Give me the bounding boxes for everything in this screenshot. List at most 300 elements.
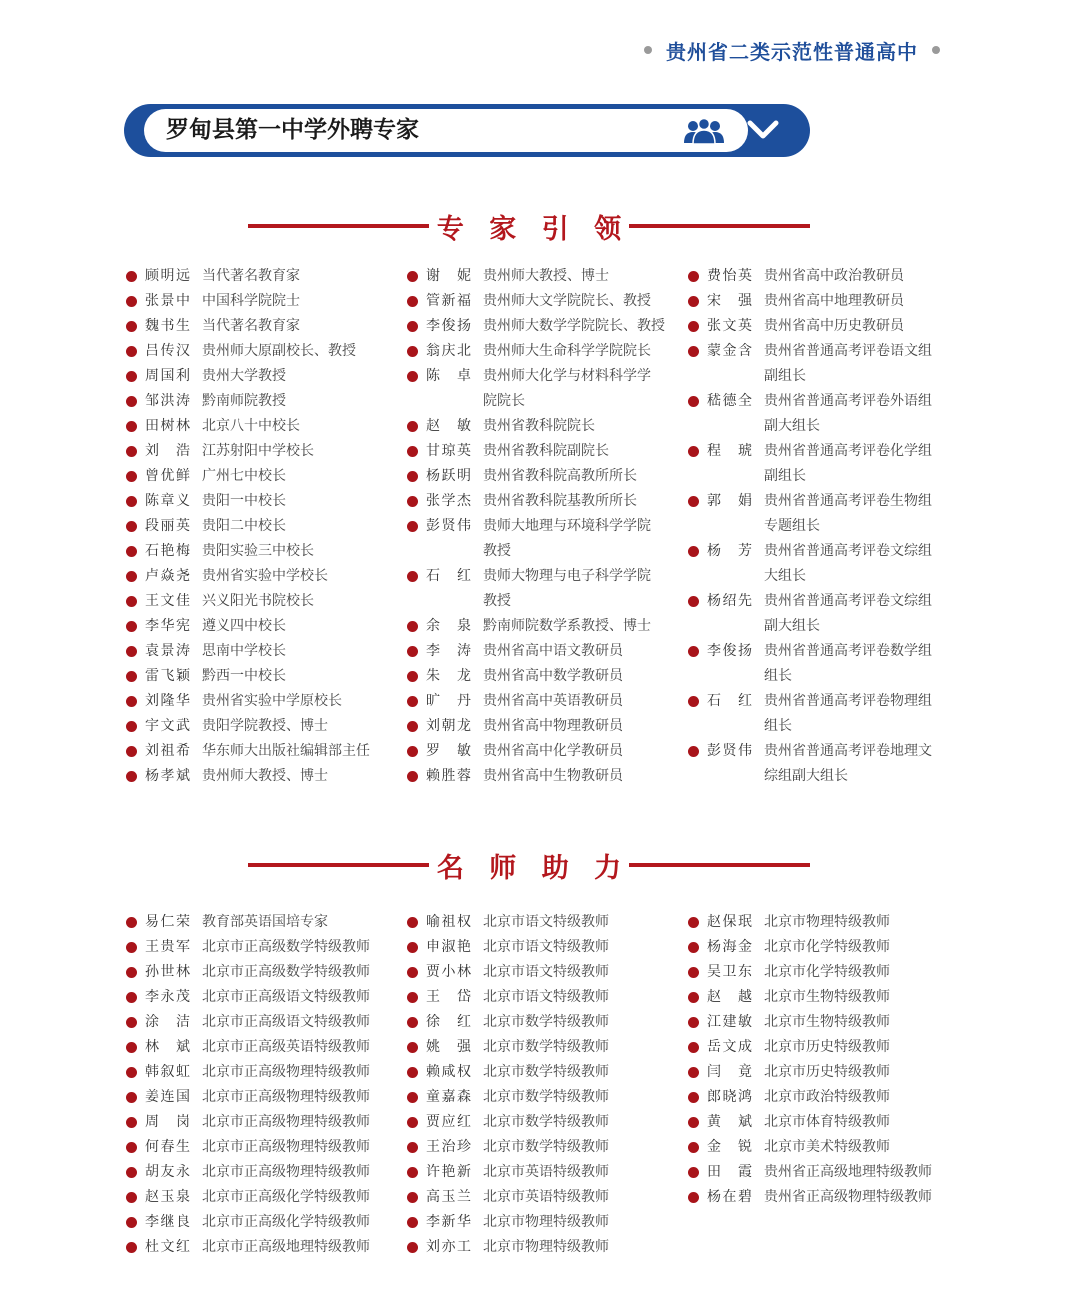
section-title-experts: 专 家 引 领 <box>436 213 630 245</box>
person-title: 贵州省普通高考评卷数学组 <box>764 643 932 659</box>
bullet-dot <box>126 917 137 928</box>
bullet-dot <box>126 746 137 757</box>
list-item <box>126 539 396 564</box>
person-title: 教育部英语国培专家 <box>202 914 328 930</box>
bullet-dot <box>126 396 137 407</box>
person-title: 贵州省高中生物教研员 <box>483 768 623 784</box>
list-item-continuation <box>688 464 958 489</box>
person-name: 杨绍先 <box>707 593 752 609</box>
bullet-dot <box>126 1042 137 1053</box>
list-item <box>126 489 396 514</box>
person-name: 吕传汉 <box>145 343 190 359</box>
list-item <box>126 764 396 789</box>
list-item <box>688 339 958 364</box>
bullet-dot <box>688 967 699 978</box>
section-heading-teachers <box>248 847 810 883</box>
person-name: 旷 丹 <box>426 693 471 709</box>
person-title: 专题组长 <box>764 518 820 534</box>
person-title: 贵州省普通高考评卷物理组 <box>764 693 932 709</box>
person-name: 蒙金含 <box>707 343 752 359</box>
list-item <box>126 289 396 314</box>
list-item <box>407 464 677 489</box>
person-name: 黄 斌 <box>707 1114 752 1130</box>
list-item-continuation <box>407 389 677 414</box>
bullet-dot <box>126 771 137 782</box>
list-item <box>407 439 677 464</box>
list-item <box>407 414 677 439</box>
bullet-dot <box>407 1067 418 1078</box>
list-item <box>688 1060 958 1085</box>
bullet-dot <box>688 321 699 332</box>
person-name: 郎晓鸿 <box>707 1089 752 1105</box>
list-item <box>688 589 958 614</box>
bullet-dot <box>126 446 137 457</box>
person-title: 黔西一中校长 <box>202 668 286 684</box>
person-name: 嵇德全 <box>707 393 752 409</box>
list-item <box>126 414 396 439</box>
person-title: 当代著名教育家 <box>202 268 300 284</box>
list-item <box>407 514 677 539</box>
list-item <box>688 1085 958 1110</box>
list-item <box>688 1135 958 1160</box>
person-name: 童嘉森 <box>426 1089 471 1105</box>
list-item <box>126 985 396 1010</box>
list-item <box>688 489 958 514</box>
list-item <box>126 664 396 689</box>
heading-line-left <box>248 224 429 228</box>
list-item <box>407 1035 677 1060</box>
bullet-dot <box>126 1067 137 1078</box>
person-name: 宋 强 <box>707 293 752 309</box>
person-title: 贵州省高中语文教研员 <box>483 643 623 659</box>
person-title: 贵州师大文学院院长、教授 <box>483 293 651 309</box>
bullet-dot <box>407 967 418 978</box>
person-title: 贵阳实验三中校长 <box>202 543 314 559</box>
list-item <box>688 1160 958 1185</box>
person-title: 贵州省普通高考评卷文综组 <box>764 593 932 609</box>
list-item <box>688 314 958 339</box>
list-item <box>126 464 396 489</box>
person-name: 段丽英 <box>145 518 190 534</box>
person-title: 北京市正高级化学特级教师 <box>202 1189 370 1205</box>
list-item <box>688 289 958 314</box>
bullet-dot <box>688 1192 699 1203</box>
person-name: 顾明远 <box>145 268 190 284</box>
person-title: 北京市数学特级教师 <box>483 1089 609 1105</box>
person-title: 组长 <box>764 718 792 734</box>
bullet-dot <box>126 471 137 482</box>
person-name: 田树林 <box>145 418 190 434</box>
bullet-dot <box>688 296 699 307</box>
bullet-dot <box>688 1142 699 1153</box>
person-name: 赵保珉 <box>707 914 752 930</box>
person-name: 石 红 <box>707 693 752 709</box>
person-name: 岳文成 <box>707 1039 752 1055</box>
person-name: 李华宪 <box>145 618 190 634</box>
bullet-dot <box>126 546 137 557</box>
person-title: 北京市数学特级教师 <box>483 1114 609 1130</box>
bullet-dot <box>688 596 699 607</box>
person-name: 何春生 <box>145 1139 190 1155</box>
list-item <box>126 739 396 764</box>
expert-banner[interactable] <box>124 104 810 157</box>
person-name: 赖咸权 <box>426 1064 471 1080</box>
person-title: 北京市数学特级教师 <box>483 1064 609 1080</box>
person-title: 遵义四中校长 <box>202 618 286 634</box>
person-name: 余 泉 <box>426 618 471 634</box>
person-title: 贵州省教科院副院长 <box>483 443 609 459</box>
person-name: 杨孝斌 <box>145 768 190 784</box>
person-name: 翁庆北 <box>426 343 471 359</box>
bullet-dot <box>407 1217 418 1228</box>
person-name: 郭 娟 <box>707 493 752 509</box>
person-title: 中国科学院院士 <box>202 293 300 309</box>
bullet-dot <box>407 1167 418 1178</box>
person-name: 姜连国 <box>145 1089 190 1105</box>
bullet-dot <box>688 1117 699 1128</box>
person-title: 副组长 <box>764 368 806 384</box>
person-name: 谢 妮 <box>426 268 471 284</box>
person-name: 王贵军 <box>145 939 190 955</box>
bullet-dot <box>407 1242 418 1253</box>
person-title: 北京市数学特级教师 <box>483 1039 609 1055</box>
list-item <box>688 439 958 464</box>
person-title: 贵州大学教授 <box>202 368 286 384</box>
bullet-dot <box>126 1217 137 1228</box>
person-name: 涂 洁 <box>145 1014 190 1030</box>
person-name: 王文佳 <box>145 593 190 609</box>
list-item <box>407 1185 677 1210</box>
expert-column-3 <box>688 264 958 789</box>
bullet-dot <box>407 346 418 357</box>
school-tag <box>644 36 940 64</box>
bullet-dot <box>407 1092 418 1103</box>
person-name: 高玉兰 <box>426 1189 471 1205</box>
list-item <box>126 639 396 664</box>
list-item <box>126 1160 396 1185</box>
person-title: 北京市物理特级教师 <box>483 1239 609 1255</box>
list-item <box>126 1060 396 1085</box>
person-title: 贵州省实验中学原校长 <box>202 693 342 709</box>
person-title: 当代著名教育家 <box>202 318 300 334</box>
person-title: 贵州省高中英语教研员 <box>483 693 623 709</box>
list-item <box>407 1135 677 1160</box>
person-name: 魏书生 <box>145 318 190 334</box>
list-item <box>407 985 677 1010</box>
person-title: 教授 <box>483 593 511 609</box>
section-title-teachers: 名 师 助 力 <box>436 852 630 884</box>
person-name: 费怡英 <box>707 268 752 284</box>
bullet-dot <box>688 346 699 357</box>
person-name: 刘亦工 <box>426 1239 471 1255</box>
list-item <box>407 639 677 664</box>
list-item <box>688 389 958 414</box>
person-title: 北京八十中校长 <box>202 418 300 434</box>
list-item <box>407 614 677 639</box>
person-title: 北京市正高级物理特级教师 <box>202 1114 370 1130</box>
list-item <box>688 1110 958 1135</box>
person-title: 院院长 <box>483 393 525 409</box>
person-name: 刘隆华 <box>145 693 190 709</box>
person-title: 思南中学校长 <box>202 643 286 659</box>
person-name: 杨在碧 <box>707 1189 752 1205</box>
person-name: 赵 敏 <box>426 418 471 434</box>
list-item-continuation <box>688 714 958 739</box>
person-title: 北京市正高级语文特级教师 <box>202 1014 370 1030</box>
list-item <box>688 1010 958 1035</box>
bullet-dot <box>688 917 699 928</box>
list-item <box>126 314 396 339</box>
person-title: 组长 <box>764 668 792 684</box>
person-title: 北京市正高级化学特级教师 <box>202 1214 370 1230</box>
heading-line-right <box>629 863 810 867</box>
person-title: 大组长 <box>764 568 806 584</box>
list-item <box>126 1135 396 1160</box>
person-name: 贾应红 <box>426 1114 471 1130</box>
person-title: 北京市数学特级教师 <box>483 1139 609 1155</box>
person-title: 北京市正高级地理特级教师 <box>202 1239 370 1255</box>
person-title: 贵州省高中历史教研员 <box>764 318 904 334</box>
person-name: 喻祖权 <box>426 914 471 930</box>
banner-title-pill <box>144 109 748 152</box>
person-title: 贵州省正高级物理特级教师 <box>764 1189 932 1205</box>
person-name: 许艳新 <box>426 1164 471 1180</box>
person-title: 北京市正高级语文特级教师 <box>202 989 370 1005</box>
person-title: 北京市正高级数学特级教师 <box>202 964 370 980</box>
list-item-continuation <box>688 664 958 689</box>
list-item-continuation <box>688 514 958 539</box>
bullet-dot <box>126 1092 137 1103</box>
list-item <box>407 689 677 714</box>
person-name: 张文英 <box>707 318 752 334</box>
person-title: 贵州省普通高考评卷地理文 <box>764 743 932 759</box>
person-name: 卢焱尧 <box>145 568 190 584</box>
bullet-dot <box>126 1142 137 1153</box>
person-name: 杨海金 <box>707 939 752 955</box>
list-item <box>407 1235 677 1260</box>
person-title: 副大组长 <box>764 618 820 634</box>
person-name: 陈章义 <box>145 493 190 509</box>
bullet-dot <box>126 421 137 432</box>
person-title: 北京市化学特级教师 <box>764 939 890 955</box>
person-title: 贵州省高中物理教研员 <box>483 718 623 734</box>
bullet-dot <box>407 421 418 432</box>
list-item <box>126 1210 396 1235</box>
person-title: 贵州省高中化学教研员 <box>483 743 623 759</box>
bullet-dot <box>407 696 418 707</box>
list-item <box>407 364 677 389</box>
person-title: 贵州省教科院高教所所长 <box>483 468 637 484</box>
list-item <box>407 339 677 364</box>
bullet-dot <box>407 571 418 582</box>
person-name: 张景中 <box>145 293 190 309</box>
bullet-dot <box>126 1117 137 1128</box>
person-title: 北京市数学特级教师 <box>483 1014 609 1030</box>
person-title: 北京市英语特级教师 <box>483 1164 609 1180</box>
list-item <box>126 264 396 289</box>
list-item <box>688 1035 958 1060</box>
list-item <box>407 960 677 985</box>
list-item <box>688 539 958 564</box>
person-name: 申淑艳 <box>426 939 471 955</box>
person-name: 程 琥 <box>707 443 752 459</box>
bullet-dot <box>126 1242 137 1253</box>
list-item <box>688 985 958 1010</box>
bullet-dot <box>126 967 137 978</box>
list-item <box>126 1085 396 1110</box>
person-title: 北京市英语特级教师 <box>483 1189 609 1205</box>
bullet-dot <box>688 496 699 507</box>
person-title: 北京市生物特级教师 <box>764 989 890 1005</box>
list-item <box>407 664 677 689</box>
list-item <box>126 935 396 960</box>
people-group-icon <box>682 118 726 144</box>
list-item <box>407 764 677 789</box>
person-title: 北京市语文特级教师 <box>483 939 609 955</box>
bullet-dot <box>407 1017 418 1028</box>
list-item <box>407 489 677 514</box>
bullet-dot <box>688 746 699 757</box>
bullet-dot <box>126 321 137 332</box>
bullet-dot <box>407 496 418 507</box>
list-item <box>688 689 958 714</box>
list-item <box>407 739 677 764</box>
person-name: 王治珍 <box>426 1139 471 1155</box>
bullet-dot <box>688 1167 699 1178</box>
person-title: 北京市正高级物理特级教师 <box>202 1089 370 1105</box>
bullet-dot <box>407 321 418 332</box>
bullet-dot <box>126 671 137 682</box>
person-name: 甘琼英 <box>426 443 471 459</box>
bullet-dot <box>688 1017 699 1028</box>
person-title: 副大组长 <box>764 418 820 434</box>
bullet-dot <box>407 942 418 953</box>
person-title: 北京市正高级物理特级教师 <box>202 1064 370 1080</box>
heading-line-left <box>248 863 429 867</box>
bullet-dot <box>407 721 418 732</box>
person-name: 张学杰 <box>426 493 471 509</box>
person-title: 贵州省普通高考评卷文综组 <box>764 543 932 559</box>
bullet-dot-left <box>644 46 652 54</box>
person-title: 黔南师院教授 <box>202 393 286 409</box>
person-title: 贵阳一中校长 <box>202 493 286 509</box>
bullet-dot <box>407 917 418 928</box>
list-item <box>126 714 396 739</box>
section-heading-experts <box>248 208 810 244</box>
list-item <box>407 1060 677 1085</box>
teacher-column-3 <box>688 910 958 1210</box>
banner-title: 罗甸县第一中学外聘专家 <box>166 117 419 143</box>
bullet-dot <box>126 271 137 282</box>
list-item <box>126 564 396 589</box>
person-name: 林 斌 <box>145 1039 190 1055</box>
list-item <box>407 314 677 339</box>
list-item <box>688 1185 958 1210</box>
list-item <box>407 1085 677 1110</box>
bullet-dot <box>126 992 137 1003</box>
person-title: 北京市历史特级教师 <box>764 1039 890 1055</box>
list-item-continuation <box>688 364 958 389</box>
list-item <box>126 910 396 935</box>
bullet-dot <box>126 1192 137 1203</box>
bullet-dot <box>407 1142 418 1153</box>
list-item <box>407 1110 677 1135</box>
list-item <box>407 910 677 935</box>
person-title: 北京市正高级英语特级教师 <box>202 1039 370 1055</box>
list-item <box>126 589 396 614</box>
person-title: 贵州省教科院院长 <box>483 418 595 434</box>
list-item <box>126 960 396 985</box>
person-title: 贵州师大教授、博士 <box>202 768 328 784</box>
bullet-dot <box>407 646 418 657</box>
bullet-dot <box>407 271 418 282</box>
person-title: 贵阳学院教授、博士 <box>202 718 328 734</box>
person-title: 贵州省高中地理教研员 <box>764 293 904 309</box>
person-title: 江苏射阳中学校长 <box>202 443 314 459</box>
list-item <box>407 264 677 289</box>
person-title: 北京市正高级数学特级教师 <box>202 939 370 955</box>
list-item-continuation <box>407 539 677 564</box>
list-item-continuation <box>688 614 958 639</box>
person-title: 北京市物理特级教师 <box>764 914 890 930</box>
list-item <box>126 364 396 389</box>
person-title: 贵州师大化学与材料科学学 <box>483 368 651 384</box>
person-name: 吴卫东 <box>707 964 752 980</box>
bullet-dot <box>407 296 418 307</box>
bullet-dot <box>407 671 418 682</box>
person-title: 贵师大地理与环境科学学院 <box>483 518 651 534</box>
person-name: 徐 红 <box>426 1014 471 1030</box>
person-title: 黔南师院数学系教授、博士 <box>483 618 651 634</box>
person-name: 宇文武 <box>145 718 190 734</box>
person-name: 金 锐 <box>707 1139 752 1155</box>
list-item <box>688 910 958 935</box>
person-name: 易仁荣 <box>145 914 190 930</box>
person-name: 袁景涛 <box>145 643 190 659</box>
person-title: 北京市语文特级教师 <box>483 989 609 1005</box>
person-name: 周 岗 <box>145 1114 190 1130</box>
person-name: 朱 龙 <box>426 668 471 684</box>
bullet-dot <box>126 496 137 507</box>
list-item <box>407 289 677 314</box>
chevron-down-icon[interactable] <box>746 118 780 142</box>
person-title: 副组长 <box>764 468 806 484</box>
person-title: 北京市历史特级教师 <box>764 1064 890 1080</box>
school-tag-text: 贵州省二类示范性普通高中 <box>666 39 918 64</box>
person-name: 李继良 <box>145 1214 190 1230</box>
bullet-dot-right <box>932 46 940 54</box>
list-item-continuation <box>407 589 677 614</box>
person-title: 贵州师大数学学院院长、教授 <box>483 318 665 334</box>
bullet-dot <box>126 296 137 307</box>
bullet-dot <box>126 621 137 632</box>
bullet-dot <box>126 696 137 707</box>
bullet-dot <box>407 746 418 757</box>
person-name: 闫 竟 <box>707 1064 752 1080</box>
expert-column-2 <box>407 264 677 789</box>
bullet-dot <box>407 471 418 482</box>
person-title: 北京市语文特级教师 <box>483 964 609 980</box>
person-name: 李新华 <box>426 1214 471 1230</box>
person-title: 北京市政治特级教师 <box>764 1089 890 1105</box>
bullet-dot <box>407 521 418 532</box>
person-title: 北京市正高级物理特级教师 <box>202 1164 370 1180</box>
person-name: 李 涛 <box>426 643 471 659</box>
person-name: 李永茂 <box>145 989 190 1005</box>
person-title: 贵州省普通高考评卷化学组 <box>764 443 932 459</box>
person-title: 华东师大出版社编辑部主任 <box>202 743 370 759</box>
person-title: 综组副大组长 <box>764 768 848 784</box>
